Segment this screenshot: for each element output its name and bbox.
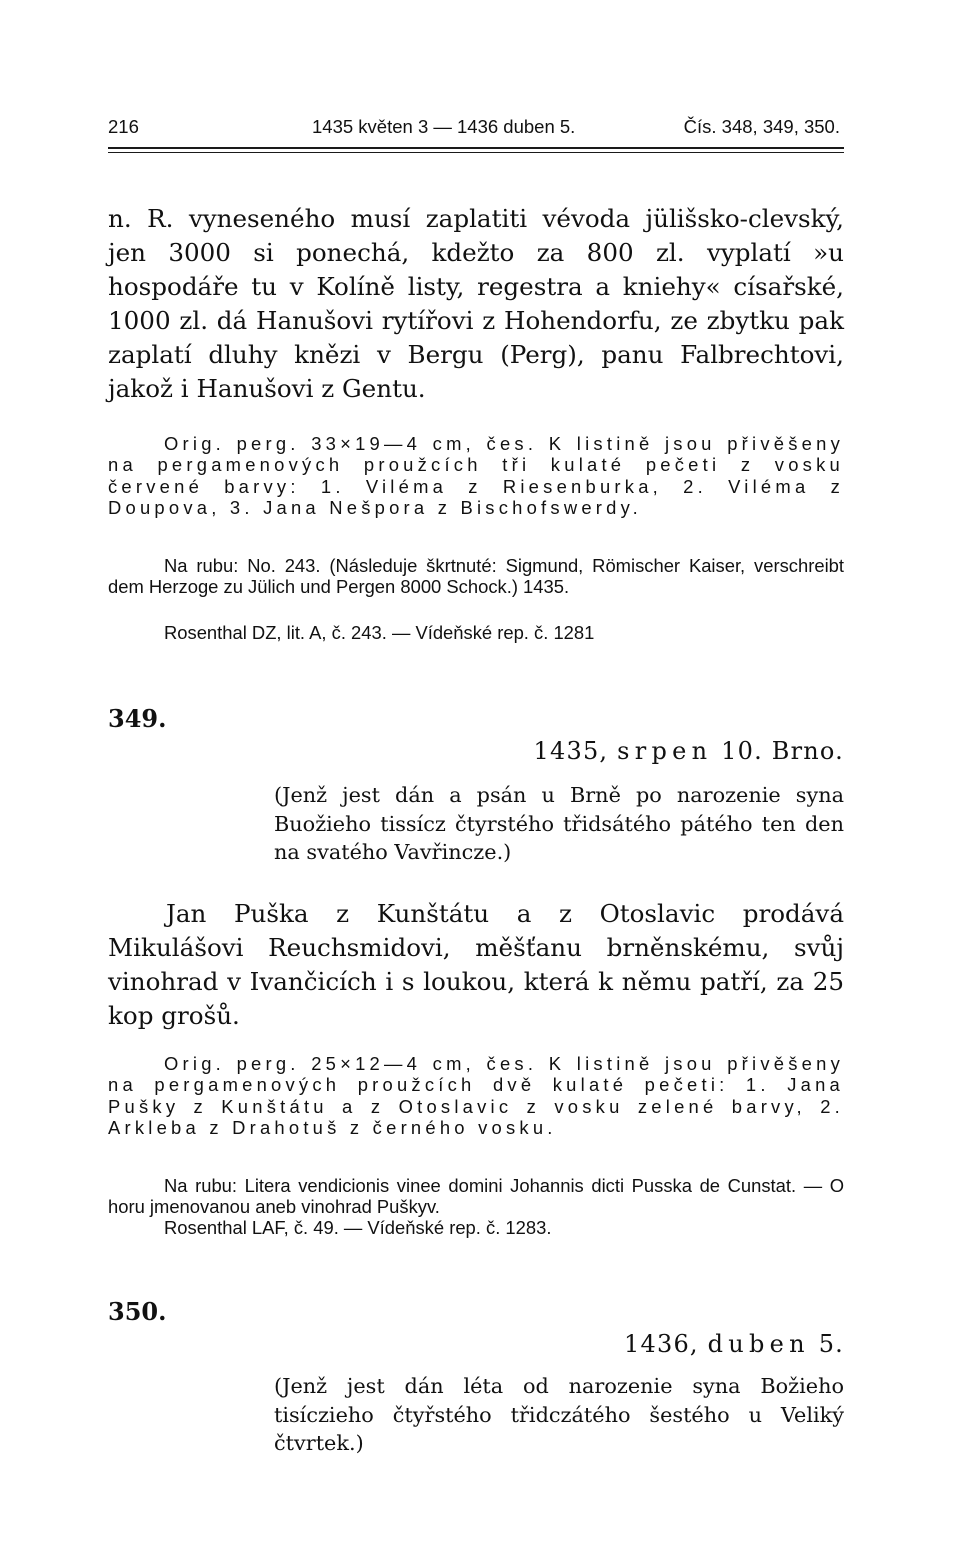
doc350-dating-clause: (Jenž jest dán léta od narozenie syna Božieho tisíczieho čtyřstého třidczátého šestého u Veliký čtvrtek.) <box>274 1374 844 1455</box>
doc350-day: 5. <box>818 1330 844 1358</box>
doc348-text: n. R. vyneseného musí zaplatiti vévoda jülišsko-clevský, jen 3000 si ponechá, kdežto za 800 zl. vyplatí »u hospodáře tu v Kolíně listy, regestra a kniehy« císařské, 1000 zl. dá Hanušovi rytířovi z Hohendorfu, ze zbytku pak zaplatí dluhy knězi v Bergu (Perg), panu Falbrechtovi, jakož i Hanušovi z Gentu. <box>108 204 844 403</box>
doc349-month: srpen <box>617 737 713 765</box>
date-range: 1435 květen 3 — 1436 duben 5. <box>312 116 576 137</box>
doc349-verso-note: Na rubu: Litera vendicionis vinee domini Johannis dicti Pusska de Cunstat. — O horu jmenovanou aneb vinohrad Puškyv. <box>108 1175 844 1218</box>
doc349-number: 349. <box>108 704 167 733</box>
doc348-verso-note: Na rubu: No. 243. (Následuje škrtnuté: Sigmund, Römischer Kaiser, verschreibt dem Herzoge zu Jülich und Pergen 8000 Schock.) 1435. <box>108 555 844 598</box>
doc349-dating-clause: (Jenž jest dán a psán u Brně po narozenie syna Buožieho tissícz čtyrstého třidsátého pátého ten den na svatého Vavřincze.) <box>274 783 844 864</box>
doc350-year: 1436, <box>624 1330 699 1358</box>
header-rule <box>108 147 844 149</box>
doc350-month: duben <box>707 1330 810 1358</box>
header-rule-thin <box>108 152 844 153</box>
doc349-regest: Jan Puška z Kunštátu a z Otoslavic prodává Mikulášovi Reuchsmidovi, měšťanu brněnskému, svůj vinohrad v Ivančicích i s loukou, která k němu patří, za 25 kop grošů. <box>108 899 844 1030</box>
doc349-date-heading <box>534 737 844 765</box>
doc349-references: Rosenthal LAF, č. 49. — Vídeňské rep. č. 1283. <box>164 1217 552 1238</box>
doc348-original-description: Orig. perg. 33×19—4 cm, čes. K listině jsou přivěšeny na pergamenových proužcích tři kulaté pečeti z vosku červené barvy: 1. Viléma z Riesenburka, 2. Viléma z Doupova, 3. Jana Nešpora z Bischofswerdy. <box>108 433 844 518</box>
doc348-references: Rosenthal DZ, lit. A, č. 243. — Vídeňské rep. č. 1281 <box>164 622 595 643</box>
document-numbers: Čís. 348, 349, 350. <box>683 116 840 137</box>
doc350-date-heading <box>624 1330 844 1358</box>
doc350-number: 350. <box>108 1297 167 1326</box>
doc349-day-place: 10. Brno. <box>721 737 844 765</box>
doc349-year: 1435, <box>533 737 609 765</box>
doc349-original-description: Orig. perg. 25×12—4 cm, čes. K listině jsou přivěšeny na pergamenových proužcích dvě kulaté pečeti: 1. Jana Pušky z Kunštátu a z Otoslavic z vosku zelené barvy, 2. Arkleba z Drahotuš z černého vosku. <box>108 1053 844 1138</box>
page-number: 216 <box>108 116 139 137</box>
